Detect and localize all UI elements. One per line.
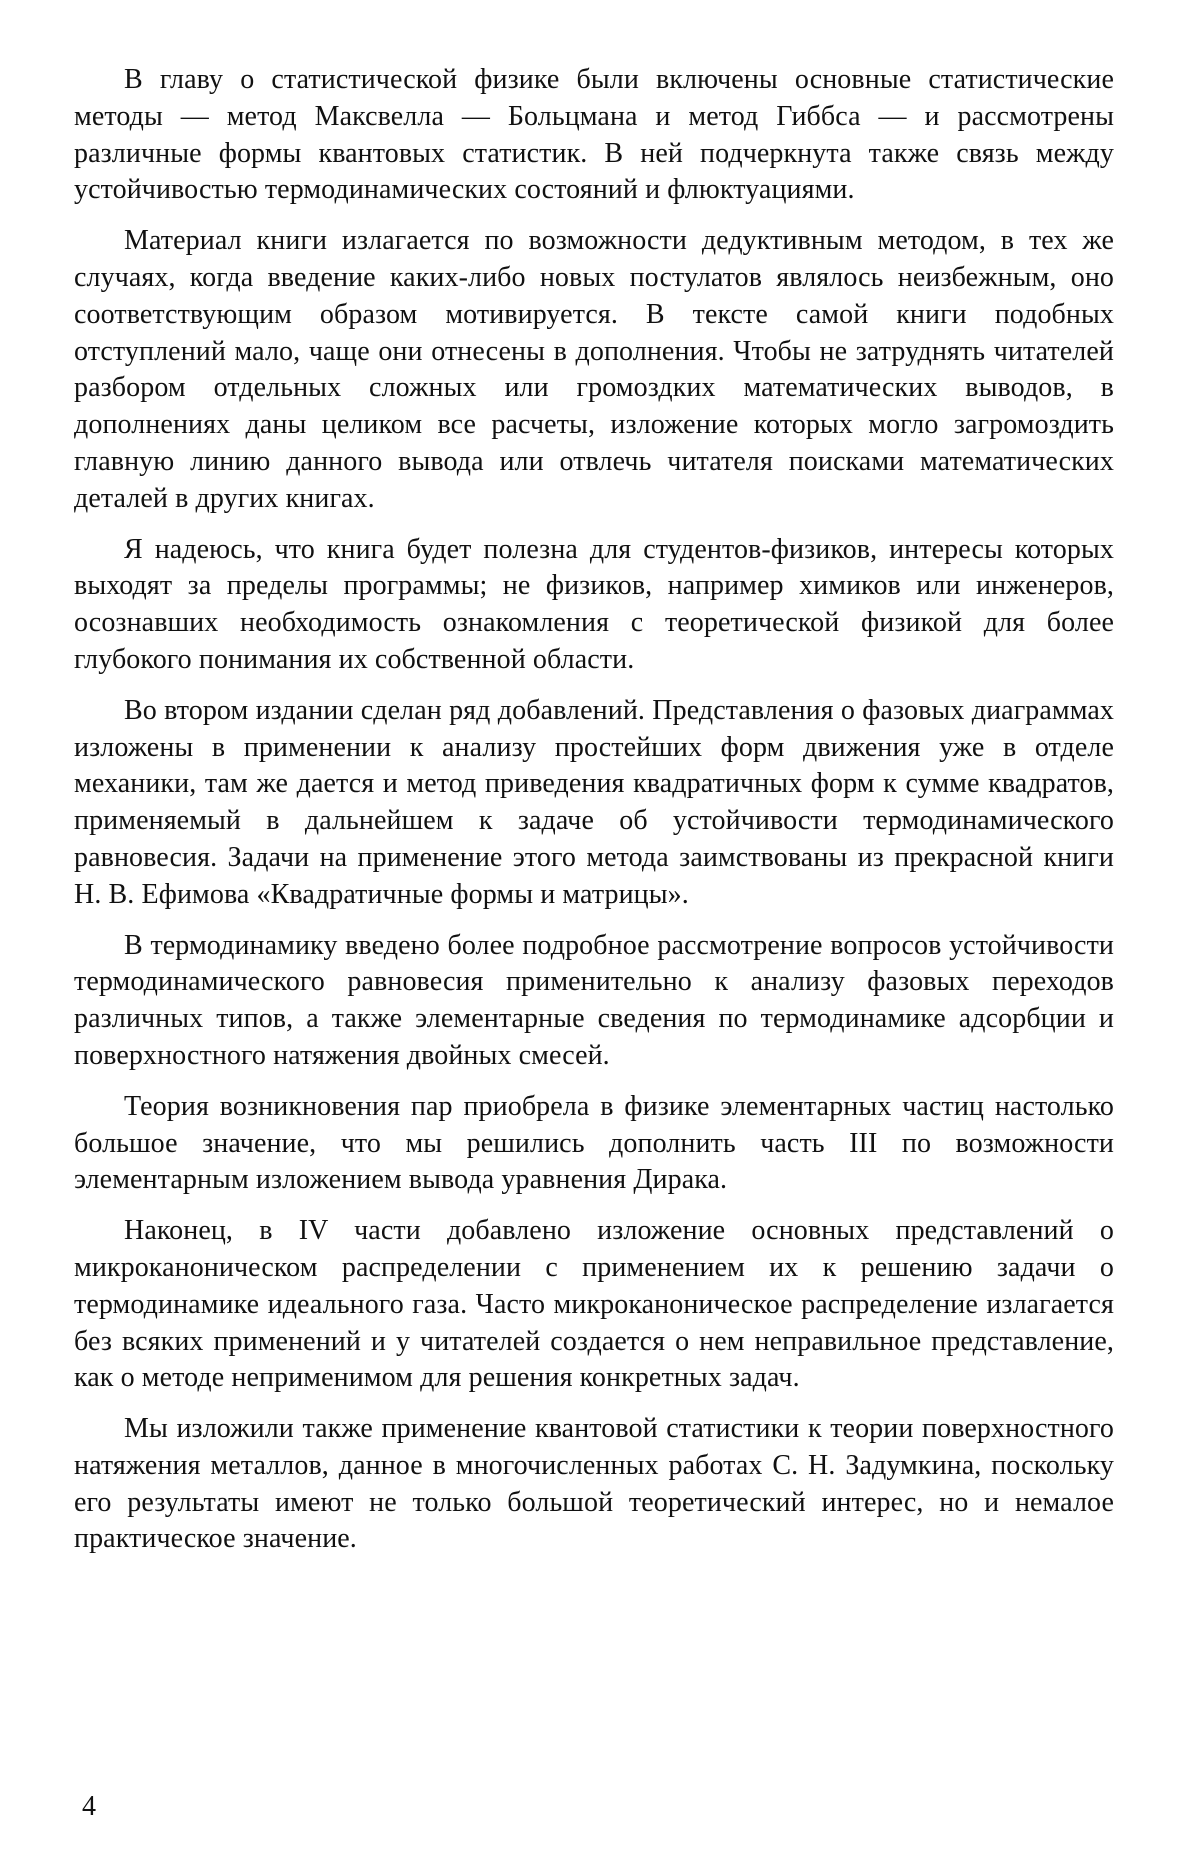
paragraph: Мы изложили также применение квантовой статистики к теории поверхностного натяжения металлов, данное в многочисленных работах С. Н. Задумкина, поскольку его результаты имеют не только большой теоретический интерес, но и немалое практическое значение. — [74, 1413, 1114, 1555]
page-body — [74, 62, 1114, 1572]
paragraph: В термодинамику введено более подробное рассмотрение вопросов устойчивости термодинамического равновесия применительно к анализу фазовых переходов различных типов, а также элементарные сведения по термодинамике адсорбции и поверхностного натяжения двойных смесей. — [74, 929, 1114, 1071]
paragraph: В главу о статистической физике были включены основные статистические методы — метод Максвелла — Больцмана и метод Гиббса — и рассмотрены различные формы квантовых статистик. В ней подчеркнута также связь между устойчивостью термодинамических состояний и флюктуациями. — [74, 64, 1114, 206]
page-number: 4 — [82, 1791, 96, 1822]
paragraph: Наконец, в IV части добавлено изложение основных представлений о микроканоническом распределении с применением их к решению задачи о термодинамике идеального газа. Часто микроканоническое распределение излагается без всяких применений и у читателей создается о нем неправильное представление, как о методе неприменимом для решения конкретных задач. — [74, 1215, 1114, 1394]
paragraph: Во втором издании сделан ряд добавлений. Представления о фазовых диаграммах изложены в применении к анализу простейших форм движения уже в отделе механики, там же дается и метод приведения квадратичных форм к сумме квадратов, применяемый в дальнейшем к задаче об устойчивости термодинамического равновесия. Задачи на применение этого метода заимствованы из прекрасной книги Н. В. Ефимова «Квадратичные формы и матрицы». — [74, 694, 1114, 910]
paragraph: Я надеюсь, что книга будет полезна для студентов-физиков, интересы которых выходят за пределы программы; не физиков, например химиков или инженеров, осознавших необходимость ознакомления с теоретической физикой для более глубокого понимания их собственной области. — [74, 533, 1114, 675]
paragraph: Теория возникновения пар приобрела в физике элементарных частиц настолько большое значение, что мы решились дополнить часть III по возможности элементарным изложением вывода уравнения Дирака. — [74, 1090, 1114, 1196]
paragraph: Материал книги излагается по возможности дедуктивным методом, в тех же случаях, когда введение каких-либо новых постулатов являлось неизбежным, оно соответствующим образом мотивируется. В тексте самой книги подобных отступлений мало, чаще они отнесены в дополнения. Чтобы не затруднять читателей разбором отдельных сложных или громоздких математических выводов, в дополнениях даны целиком все расчеты, изложение которых могло загромоздить главную линию данного вывода или отвлечь читателя поисками математических деталей в других книгах. — [74, 225, 1114, 514]
